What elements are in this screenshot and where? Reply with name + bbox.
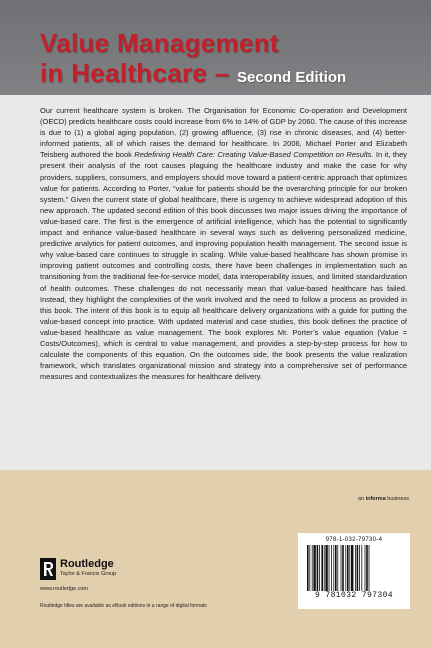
publisher-block <box>40 558 175 598</box>
barcode-bar <box>366 545 368 591</box>
publisher-group: Taylor & Francis Group <box>60 571 117 577</box>
barcode-bar <box>324 545 325 591</box>
edition-label: Second Edition <box>237 69 347 86</box>
barcode-bar <box>333 545 334 591</box>
description-part-1: Our current healthcare system is broken. The Organisation for Economic Co-operation and Development (OECD) predicts healthcare costs could increase from 6% to 14% of GDP by 2060. The cause of this increase is due to (1) a global aging population, (2) growing affluence, (3) rise in chronic diseases, and (4) better-informed patients, all of which raises the demand for healthcare. In 2006, Michael Porter and Elizabeth Teisberg authored the book <box>40 106 407 160</box>
barcode-bar <box>337 545 338 591</box>
barcode-bar <box>342 545 344 591</box>
barcode-bar <box>307 545 309 591</box>
description-part-2: In it, they present their analysis of the root causes plaguing the healthcare industry and make the case for why providers, suppliers, consumers, and employers should move toward a patient-centric approach that optimizes value for patients. According to Porter, “value for patients should be the overarching principle for our broken system.” Given the current state of global healthcare, there is urgency to achieve widespread adoption of this new approach. The updated second edition of this book discusses two major issues driving the importance of value-based care. The first is the emergence of artificial intelligence, which has the potential to significantly impact and enhance value-based healthcare in several ways such as delivering personalized medicine, predictive analytics for patient outcomes, and improving population health management. The second issue is why value-based care continues to struggle in scaling. While value-based healthcare has shown promise in improving patient outcomes and controlling costs, there have been challenges in implementation such as transitioning from the traditional fee-for-service model, data interoperability issues, and limited standardization of health outcomes. These challenges do not necessarily mean that value-based healthcare has failed. Instead, they highlight the complexities of the work involved and the need to follow a process as provided in this book. The intent of this book is to equip all healthcare delivery organizations with a guide for putting the value-based concept into practice. With updated material and case studies, this book defines the practice of value-based healthcare as value management. The book explores Mr. Porter’s value equation (Value = Costs/Outcomes), which is central to value management, and provides a step-by-step process for how to calculate the components of this equation. On the outcomes side, the book presents the value realization framework, which translates organizational mission and strategy into a comprehensive set of performance measures and contextualizes the measures for healthcare delivery. <box>40 150 407 382</box>
informa-brand: informa <box>365 496 386 502</box>
title-line-2-text: in Healthcare – <box>40 58 230 88</box>
isbn-barcode <box>298 533 410 609</box>
barcode-bar <box>331 545 332 591</box>
barcode-bar <box>345 545 346 591</box>
barcode-bar <box>329 545 330 591</box>
ebook-availability-note: Routledge titles are available as eBook editions in a range of digital formats <box>40 603 207 609</box>
barcode-bar <box>341 545 342 591</box>
barcode-bar <box>359 545 360 591</box>
routledge-r-logo-icon <box>40 558 56 580</box>
informa-business-tag <box>358 496 409 502</box>
title-line-1: Value Management <box>40 28 279 58</box>
barcode-bar <box>321 545 323 591</box>
isbn-digits: 9 781032 797304 <box>314 591 393 600</box>
barcode-bar <box>361 545 362 591</box>
barcode-bar <box>312 545 313 591</box>
description-paragraph <box>40 105 407 382</box>
barcode-bar <box>319 545 320 591</box>
informa-suffix: business <box>385 496 409 502</box>
barcode-bar <box>309 545 310 591</box>
informa-prefix: an <box>357 496 366 502</box>
barcode-bar <box>369 545 370 591</box>
publisher-url[interactable]: www.routledge.com <box>40 586 88 592</box>
barcode-bar <box>317 545 319 591</box>
barcode-bar <box>349 545 350 591</box>
publisher-name: Routledge <box>60 558 114 570</box>
barcode-bar <box>365 545 366 591</box>
title-line-2 <box>40 58 420 93</box>
referenced-book-title: Redefining Health Care: Creating Value-Based Competition on Results. <box>134 150 374 160</box>
barcode-bar <box>335 545 337 591</box>
book-description <box>0 95 431 470</box>
barcode-bar <box>351 545 353 591</box>
barcode-bar <box>347 545 349 591</box>
barcode-bar <box>325 545 327 591</box>
isbn-number: 978-1-032-79730-4 <box>325 537 383 543</box>
book-title <box>40 28 420 93</box>
barcode-bar <box>355 545 356 591</box>
barcode-bars <box>303 545 405 591</box>
barcode-bar <box>313 545 315 591</box>
barcode-bar <box>357 545 359 591</box>
